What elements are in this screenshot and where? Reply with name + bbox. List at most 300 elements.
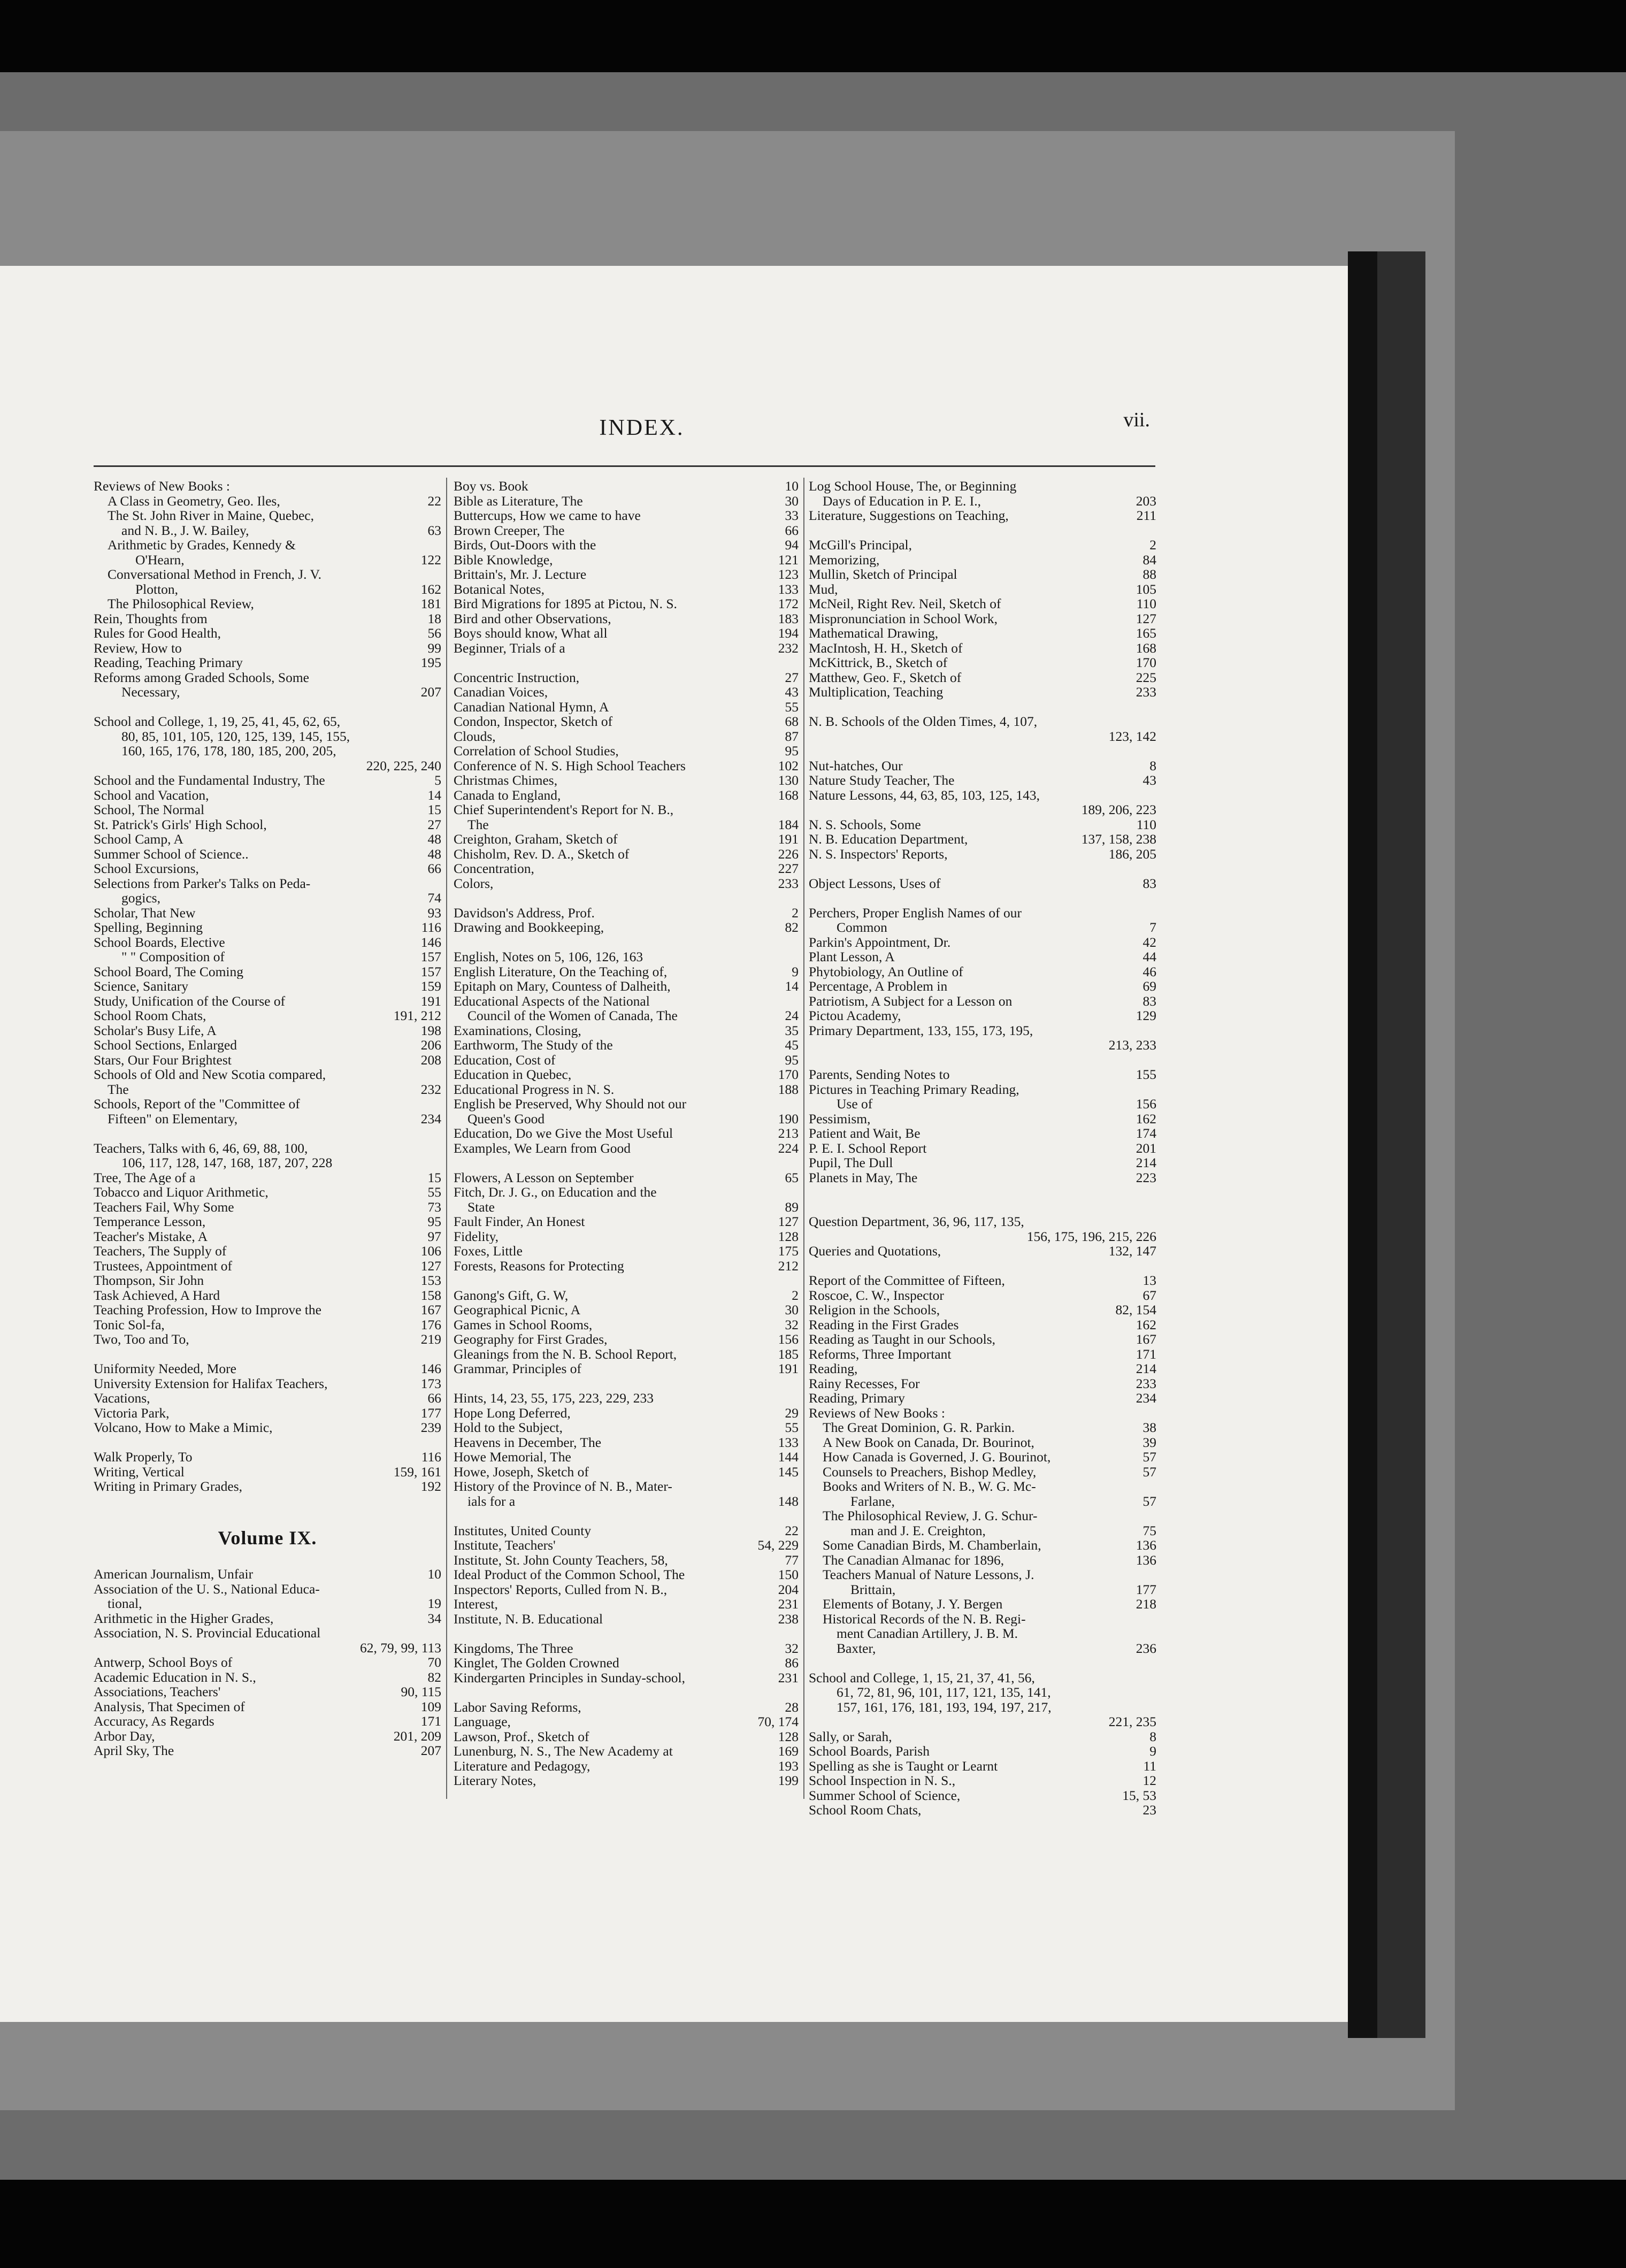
entry-topic: Botanical Notes, — [454, 581, 544, 596]
entry-pages: 2 — [1149, 538, 1156, 553]
entry-pages: 110 — [1136, 596, 1156, 611]
index-entry — [454, 1332, 799, 1347]
entry-topic: Reading, — [809, 1361, 858, 1376]
index-entry — [809, 714, 1156, 729]
entry-pages: 193 — [778, 1758, 799, 1773]
entry-topic: Patient and Wait, Be — [809, 1126, 921, 1141]
entry-topic: Epitaph on Mary, Countess of Dalheith, — [454, 979, 671, 994]
entry-topic: Thompson, Sir John — [94, 1273, 204, 1288]
entry-topic: Reviews of New Books : — [809, 1405, 945, 1420]
entry-topic: Literature and Pedagogy, — [454, 1758, 590, 1773]
entry-topic: Roscoe, C. W., Inspector — [809, 1288, 944, 1302]
entry-topic: Education, Cost of — [454, 1052, 556, 1067]
book-spine-shadow — [1377, 251, 1425, 2038]
index-entry — [94, 949, 441, 964]
index-entry — [809, 847, 1156, 862]
entry-pages: 84 — [1142, 552, 1156, 567]
entry-pages: 93 — [427, 905, 441, 920]
entry-pages: 102 — [778, 758, 799, 773]
index-entry — [454, 641, 799, 656]
entry-pages: 66 — [427, 1391, 441, 1406]
entry-pages: 9 — [1149, 1744, 1156, 1759]
entry-topic: Task Achieved, A Hard — [94, 1288, 220, 1302]
entry-topic: Rules for Good Health, — [94, 626, 221, 641]
entry-topic: Selections from Parker's Talks on Peda- — [94, 876, 311, 891]
index-entry — [454, 1185, 799, 1200]
index-entry — [454, 508, 799, 523]
entry-topic: A New Book on Canada, Dr. Bourinot, — [823, 1435, 1034, 1450]
entry-pages: 185 — [778, 1346, 799, 1361]
entry-topic: Question Department, 36, 96, 117, 135, — [809, 1214, 1024, 1229]
index-entry — [809, 1126, 1156, 1141]
entry-topic: Review, How to — [94, 640, 182, 655]
index-entry — [454, 1567, 799, 1582]
entry-topic: Arbor Day, — [94, 1728, 155, 1743]
entry-pages: 191 — [420, 993, 441, 1008]
entry-pages: 105 — [1136, 581, 1156, 596]
entry-pages: 177 — [1136, 1582, 1156, 1597]
index-entry — [94, 508, 441, 523]
entry-pages: 156, 175, 196, 215, 226 — [1026, 1229, 1156, 1244]
entry-topic: Association of the U. S., National Educa- — [94, 1581, 320, 1596]
entry-pages: 137, 158, 238 — [1081, 832, 1156, 847]
entry-topic: Hold to the Subject, — [454, 1420, 563, 1435]
entry-topic: Some Canadian Birds, M. Chamberlain, — [823, 1538, 1041, 1553]
index-entry — [809, 1376, 1156, 1391]
index-entry — [454, 1641, 799, 1656]
entry-pages: 211 — [1136, 508, 1156, 523]
entry-pages: 184 — [778, 817, 799, 832]
index-entry — [454, 1406, 799, 1421]
index-entry — [94, 979, 441, 994]
entry-topic: Fault Finder, An Honest — [454, 1214, 585, 1229]
entry-topic: Heavens in December, The — [454, 1435, 602, 1450]
entry-pages: 175 — [778, 1244, 799, 1259]
entry-topic: Pessimism, — [809, 1111, 871, 1126]
index-entry — [809, 1465, 1156, 1480]
entry-topic: Geography for First Grades, — [454, 1332, 608, 1347]
entry-topic: Schools, Report of the "Committee of — [94, 1097, 300, 1112]
entry-pages: 24 — [785, 1008, 799, 1023]
index-entry — [454, 1700, 799, 1715]
index-entry — [809, 567, 1156, 582]
index-entry — [454, 1538, 799, 1553]
entry-topic: Tobacco and Liquor Arithmetic, — [94, 1185, 269, 1200]
entry-pages: 15, 53 — [1122, 1788, 1156, 1803]
entry-topic: and N. B., J. W. Bailey, — [121, 523, 249, 538]
entry-pages: 15 — [427, 1170, 441, 1185]
index-entry — [94, 1729, 441, 1744]
entry-topic: Victoria Park, — [94, 1405, 170, 1420]
entry-topic: Two, Too and To, — [94, 1332, 189, 1347]
index-entry — [454, 567, 799, 582]
index-entry — [454, 714, 799, 729]
entry-topic: Mathematical Drawing, — [809, 626, 939, 641]
index-entry — [454, 1494, 799, 1509]
index-entry — [94, 1361, 441, 1376]
entry-topic: Books and Writers of N. B., W. G. Mc- — [823, 1479, 1036, 1494]
entry-pages: 8 — [1149, 758, 1156, 773]
index-entry — [94, 655, 441, 670]
entry-spacer — [454, 1508, 799, 1523]
index-entry — [809, 832, 1156, 847]
entry-pages: 214 — [1136, 1361, 1156, 1376]
entry-topic: Conversational Method in French, J. V. — [108, 567, 321, 582]
entry-pages: 168 — [1136, 640, 1156, 655]
index-entry — [94, 1244, 441, 1259]
entry-topic: Schools of Old and New Scotia compared, — [94, 1067, 326, 1082]
index-entry — [809, 1332, 1156, 1347]
entry-pages: 155 — [1136, 1067, 1156, 1082]
entry-spacer — [809, 523, 1156, 538]
entry-topic: Howe, Joseph, Sketch of — [454, 1464, 589, 1479]
index-entry — [809, 729, 1156, 744]
entry-pages: 27 — [427, 817, 441, 832]
index-entry — [809, 773, 1156, 788]
entry-spacer — [94, 1347, 441, 1362]
entry-pages: 57 — [1142, 1493, 1156, 1508]
index-entry — [94, 1714, 441, 1729]
entry-topic: Mullin, Sketch of Principal — [809, 567, 957, 582]
index-entry — [454, 832, 799, 847]
entry-topic: 61, 72, 81, 96, 101, 117, 121, 135, 141, — [837, 1685, 1051, 1700]
entry-pages: 39 — [1142, 1435, 1156, 1450]
entry-pages: 169 — [778, 1744, 799, 1759]
entry-pages: 88 — [1142, 567, 1156, 582]
index-entry — [809, 1141, 1156, 1156]
entry-pages: 136 — [1136, 1552, 1156, 1567]
entry-topic: English Literature, On the Teaching of, — [454, 964, 668, 979]
entry-pages: 95 — [785, 1052, 799, 1067]
entry-pages: 55 — [785, 699, 799, 714]
entry-topic: Reading, Teaching Primary — [94, 655, 243, 670]
entry-topic: McKittrick, B., Sketch of — [809, 655, 948, 670]
entry-pages: 167 — [420, 1302, 441, 1317]
entry-pages: 68 — [785, 714, 799, 729]
entry-pages: 45 — [785, 1038, 799, 1053]
entry-topic: Beginner, Trials of a — [454, 640, 565, 655]
entry-pages: 122 — [420, 552, 441, 567]
index-entry — [809, 1508, 1156, 1523]
index-entry — [454, 670, 799, 685]
entry-topic: Summer School of Science.. — [94, 846, 249, 861]
index-entry — [809, 817, 1156, 832]
entry-pages: 159, 161 — [393, 1464, 441, 1479]
entry-topic: Hints, 14, 23, 55, 175, 223, 229, 233 — [454, 1391, 654, 1406]
entry-pages: 97 — [427, 1229, 441, 1244]
index-entry — [809, 1714, 1156, 1729]
entry-topic: Concentration, — [454, 861, 534, 876]
entry-pages: 156 — [1136, 1097, 1156, 1112]
entry-topic: Games in School Rooms, — [454, 1317, 593, 1332]
index-entry — [454, 920, 799, 935]
entry-topic: N. B. Education Department, — [809, 832, 968, 847]
entry-topic: N. S. Inspectors' Reports, — [809, 846, 948, 861]
entry-pages: 42 — [1142, 934, 1156, 949]
index-entry — [94, 788, 441, 803]
index-entry — [94, 567, 441, 582]
entry-topic: Correlation of School Studies, — [454, 744, 619, 758]
index-entry — [809, 979, 1156, 994]
index-entry — [809, 920, 1156, 935]
index-entry — [454, 1347, 799, 1362]
index-entry — [454, 1597, 799, 1612]
index-entry — [809, 611, 1156, 626]
entry-pages: 83 — [1142, 876, 1156, 891]
index-entry — [809, 538, 1156, 553]
index-entry — [809, 582, 1156, 597]
entry-topic: Necessary, — [121, 685, 180, 700]
index-entry — [454, 1229, 799, 1244]
entry-topic: Literary Notes, — [454, 1773, 536, 1788]
index-entry — [809, 1406, 1156, 1421]
entry-topic: Bible Knowledge, — [454, 552, 553, 567]
index-entry — [809, 1391, 1156, 1406]
entry-pages: 57 — [1142, 1450, 1156, 1465]
index-entry — [94, 817, 441, 832]
index-entry — [809, 1170, 1156, 1185]
entry-pages: 77 — [785, 1552, 799, 1567]
entry-pages: 224 — [778, 1140, 799, 1155]
index-entry — [94, 1376, 441, 1391]
entry-topic: Lunenburg, N. S., The New Academy at — [454, 1744, 673, 1759]
index-entry — [94, 1053, 441, 1068]
entry-pages: 238 — [778, 1611, 799, 1626]
index-entry — [94, 494, 441, 509]
entry-topic: School Camp, A — [94, 832, 183, 847]
index-entry — [809, 479, 1156, 494]
entry-pages: 19 — [427, 1596, 441, 1611]
entry-topic: Teachers Fail, Why Some — [94, 1199, 234, 1214]
index-entry — [94, 1567, 441, 1582]
index-entry — [454, 847, 799, 862]
entry-topic: Plant Lesson, A — [809, 949, 895, 964]
entry-pages: 123 — [778, 567, 799, 582]
entry-pages: 191 — [778, 1361, 799, 1376]
index-entry — [454, 685, 799, 700]
entry-pages: 95 — [785, 744, 799, 758]
index-entry — [454, 1302, 799, 1317]
volume-heading: Volume IX. — [218, 1527, 317, 1549]
entry-pages: 99 — [427, 640, 441, 655]
entry-pages: 174 — [1136, 1126, 1156, 1141]
index-entry — [809, 1626, 1156, 1641]
index-entry — [94, 1684, 441, 1699]
index-entry — [809, 1112, 1156, 1127]
entry-topic: Reading as Taught in our Schools, — [809, 1332, 996, 1347]
entry-spacer — [94, 1552, 441, 1567]
entry-topic: Education, Do we Give the Most Useful — [454, 1126, 673, 1141]
index-entry — [454, 1082, 799, 1097]
entry-topic: Canadian Voices, — [454, 685, 548, 700]
index-entry — [454, 1008, 799, 1023]
entry-topic: McNeil, Right Rev. Neil, Sketch of — [809, 596, 1001, 611]
entry-pages: 90, 115 — [401, 1684, 441, 1699]
index-entry — [809, 758, 1156, 773]
entry-pages: 223 — [1136, 1170, 1156, 1185]
index-entry — [454, 700, 799, 715]
entry-pages: 48 — [427, 846, 441, 861]
entry-pages: 232 — [778, 640, 799, 655]
book-cover-edge — [1348, 251, 1377, 2038]
entry-topic: Institute, St. John County Teachers, 58, — [454, 1552, 668, 1567]
entry-topic: Reviews of New Books : — [94, 479, 230, 494]
index-entry — [809, 964, 1156, 979]
entry-topic: Trustees, Appointment of — [94, 1258, 233, 1273]
entry-spacer — [454, 1155, 799, 1170]
entry-pages: 5 — [434, 773, 441, 788]
entry-pages: 130 — [778, 773, 799, 788]
index-entry — [94, 1273, 441, 1288]
entry-spacer — [454, 935, 799, 950]
entry-pages: 66 — [785, 523, 799, 538]
index-entry — [809, 670, 1156, 685]
entry-topic: Teachers Manual of Nature Lessons, J. — [823, 1567, 1034, 1582]
entry-pages: 127 — [420, 1258, 441, 1273]
page-title: INDEX. — [599, 416, 685, 440]
index-entry — [809, 494, 1156, 509]
entry-pages: 34 — [427, 1611, 441, 1626]
entry-topic: Uniformity Needed, More — [94, 1361, 236, 1376]
index-entry — [809, 1420, 1156, 1435]
index-entry — [94, 861, 441, 876]
entry-topic: Drawing and Bookkeeping, — [454, 920, 604, 935]
entry-pages: 55 — [427, 1185, 441, 1200]
column-divider-2 — [803, 478, 804, 1799]
entry-pages: 191 — [778, 832, 799, 847]
index-entry — [454, 758, 799, 773]
entry-topic: Bird and other Observations, — [454, 611, 611, 626]
entry-pages: 121 — [778, 552, 799, 567]
entry-topic: School and College, 1, 15, 21, 37, 41, 56, — [809, 1670, 1035, 1685]
index-entry — [94, 1655, 441, 1670]
index-entry — [809, 1067, 1156, 1082]
page-number: vii. — [1123, 409, 1150, 431]
entry-pages: 225 — [1136, 670, 1156, 685]
entry-spacer — [454, 1273, 799, 1288]
index-entry — [94, 553, 441, 568]
entry-pages: 7 — [1149, 920, 1156, 935]
entry-topic: American Journalism, Unfair — [94, 1567, 254, 1582]
entry-pages: 75 — [1142, 1523, 1156, 1538]
entry-topic: Academic Education in N. S., — [94, 1669, 256, 1684]
index-entry — [454, 1067, 799, 1082]
index-entry — [454, 1671, 799, 1685]
entry-pages: 46 — [1142, 964, 1156, 979]
index-entry — [809, 1155, 1156, 1170]
index-entry — [809, 1523, 1156, 1538]
entry-topic: Tonic Sol-fa, — [94, 1317, 165, 1332]
entry-topic: Teacher's Mistake, A — [94, 1229, 208, 1244]
index-entry — [454, 1759, 799, 1774]
entry-topic: Colors, — [454, 876, 494, 891]
entry-pages: 136 — [1136, 1538, 1156, 1553]
entry-topic: P. E. I. School Report — [809, 1140, 927, 1155]
index-entry — [454, 979, 799, 994]
entry-topic: Days of Education in P. E. I., — [823, 493, 981, 508]
entry-pages: 69 — [1142, 979, 1156, 994]
entry-pages: 207 — [420, 1743, 441, 1758]
entry-topic: Nature Study Teacher, The — [809, 773, 955, 788]
entry-topic: School Sections, Enlarged — [94, 1038, 237, 1053]
index-entry — [454, 788, 799, 803]
index-entry — [809, 1082, 1156, 1097]
entry-topic: Concentric Instruction, — [454, 670, 580, 685]
entry-topic: Brittain, — [850, 1582, 896, 1597]
entry-topic: How Canada is Governed, J. G. Bourinot, — [823, 1450, 1051, 1465]
index-entry — [454, 1170, 799, 1185]
index-entry — [809, 1582, 1156, 1597]
entry-pages: 213, 233 — [1108, 1038, 1156, 1053]
index-entry — [94, 744, 441, 758]
index-entry — [454, 994, 799, 1009]
entry-topic: Labor Saving Reforms, — [454, 1699, 581, 1714]
entry-pages: 165 — [1136, 626, 1156, 641]
entry-topic: MacIntosh, H. H., Sketch of — [809, 640, 963, 655]
index-entry — [94, 832, 441, 847]
index-entry — [454, 1391, 799, 1406]
entry-topic: Interest, — [454, 1597, 498, 1612]
entry-pages: 55 — [785, 1420, 799, 1435]
index-entry — [94, 1596, 441, 1611]
entry-pages: 23 — [1142, 1803, 1156, 1818]
index-entry — [809, 802, 1156, 817]
entry-topic: School Inspection in N. S., — [809, 1773, 956, 1788]
index-column-1 — [94, 479, 441, 1758]
index-entry — [454, 1259, 799, 1274]
index-entry — [809, 1244, 1156, 1259]
index-entry — [809, 1361, 1156, 1376]
entry-pages: 127 — [778, 1214, 799, 1229]
entry-topic: English be Preserved, Why Should not our — [454, 1097, 687, 1112]
entry-pages: 158 — [420, 1288, 441, 1302]
entry-pages: 116 — [421, 1450, 441, 1465]
index-entry — [94, 1008, 441, 1023]
index-entry — [94, 670, 441, 685]
entry-topic: Sally, or Sarah, — [809, 1729, 892, 1744]
index-entry — [454, 523, 799, 538]
entry-pages: 127 — [1136, 611, 1156, 626]
index-entry — [809, 1317, 1156, 1332]
entry-pages: 177 — [420, 1405, 441, 1420]
index-entry — [454, 1317, 799, 1332]
entry-pages: 128 — [778, 1729, 799, 1744]
entry-pages: 146 — [420, 1361, 441, 1376]
entry-topic: Mud, — [809, 581, 838, 596]
entry-spacer — [94, 1494, 441, 1523]
entry-topic: Institute, N. B. Educational — [454, 1611, 603, 1626]
entry-topic: Science, Sanitary — [94, 979, 189, 994]
entry-topic: Queen's Good — [467, 1111, 545, 1126]
entry-topic: School Board, The Coming — [94, 964, 244, 979]
index-entry — [809, 906, 1156, 921]
index-entry — [94, 1332, 441, 1347]
entry-topic: ials for a — [467, 1493, 516, 1508]
index-entry — [454, 1612, 799, 1627]
index-entry — [94, 611, 441, 626]
entry-topic: Conference of N. S. High School Teachers — [454, 758, 686, 773]
entry-pages: 22 — [427, 493, 441, 508]
index-entry — [809, 1700, 1156, 1715]
entry-topic: Examples, We Learn from Good — [454, 1140, 631, 1155]
entry-pages: 12 — [1142, 1773, 1156, 1788]
entry-topic: Chief Superintendent's Report for N. B., — [454, 802, 674, 817]
entry-pages: 153 — [420, 1273, 441, 1288]
entry-spacer — [94, 1435, 441, 1450]
index-entry — [454, 538, 799, 553]
index-entry — [94, 714, 441, 729]
entry-pages: 194 — [778, 626, 799, 641]
